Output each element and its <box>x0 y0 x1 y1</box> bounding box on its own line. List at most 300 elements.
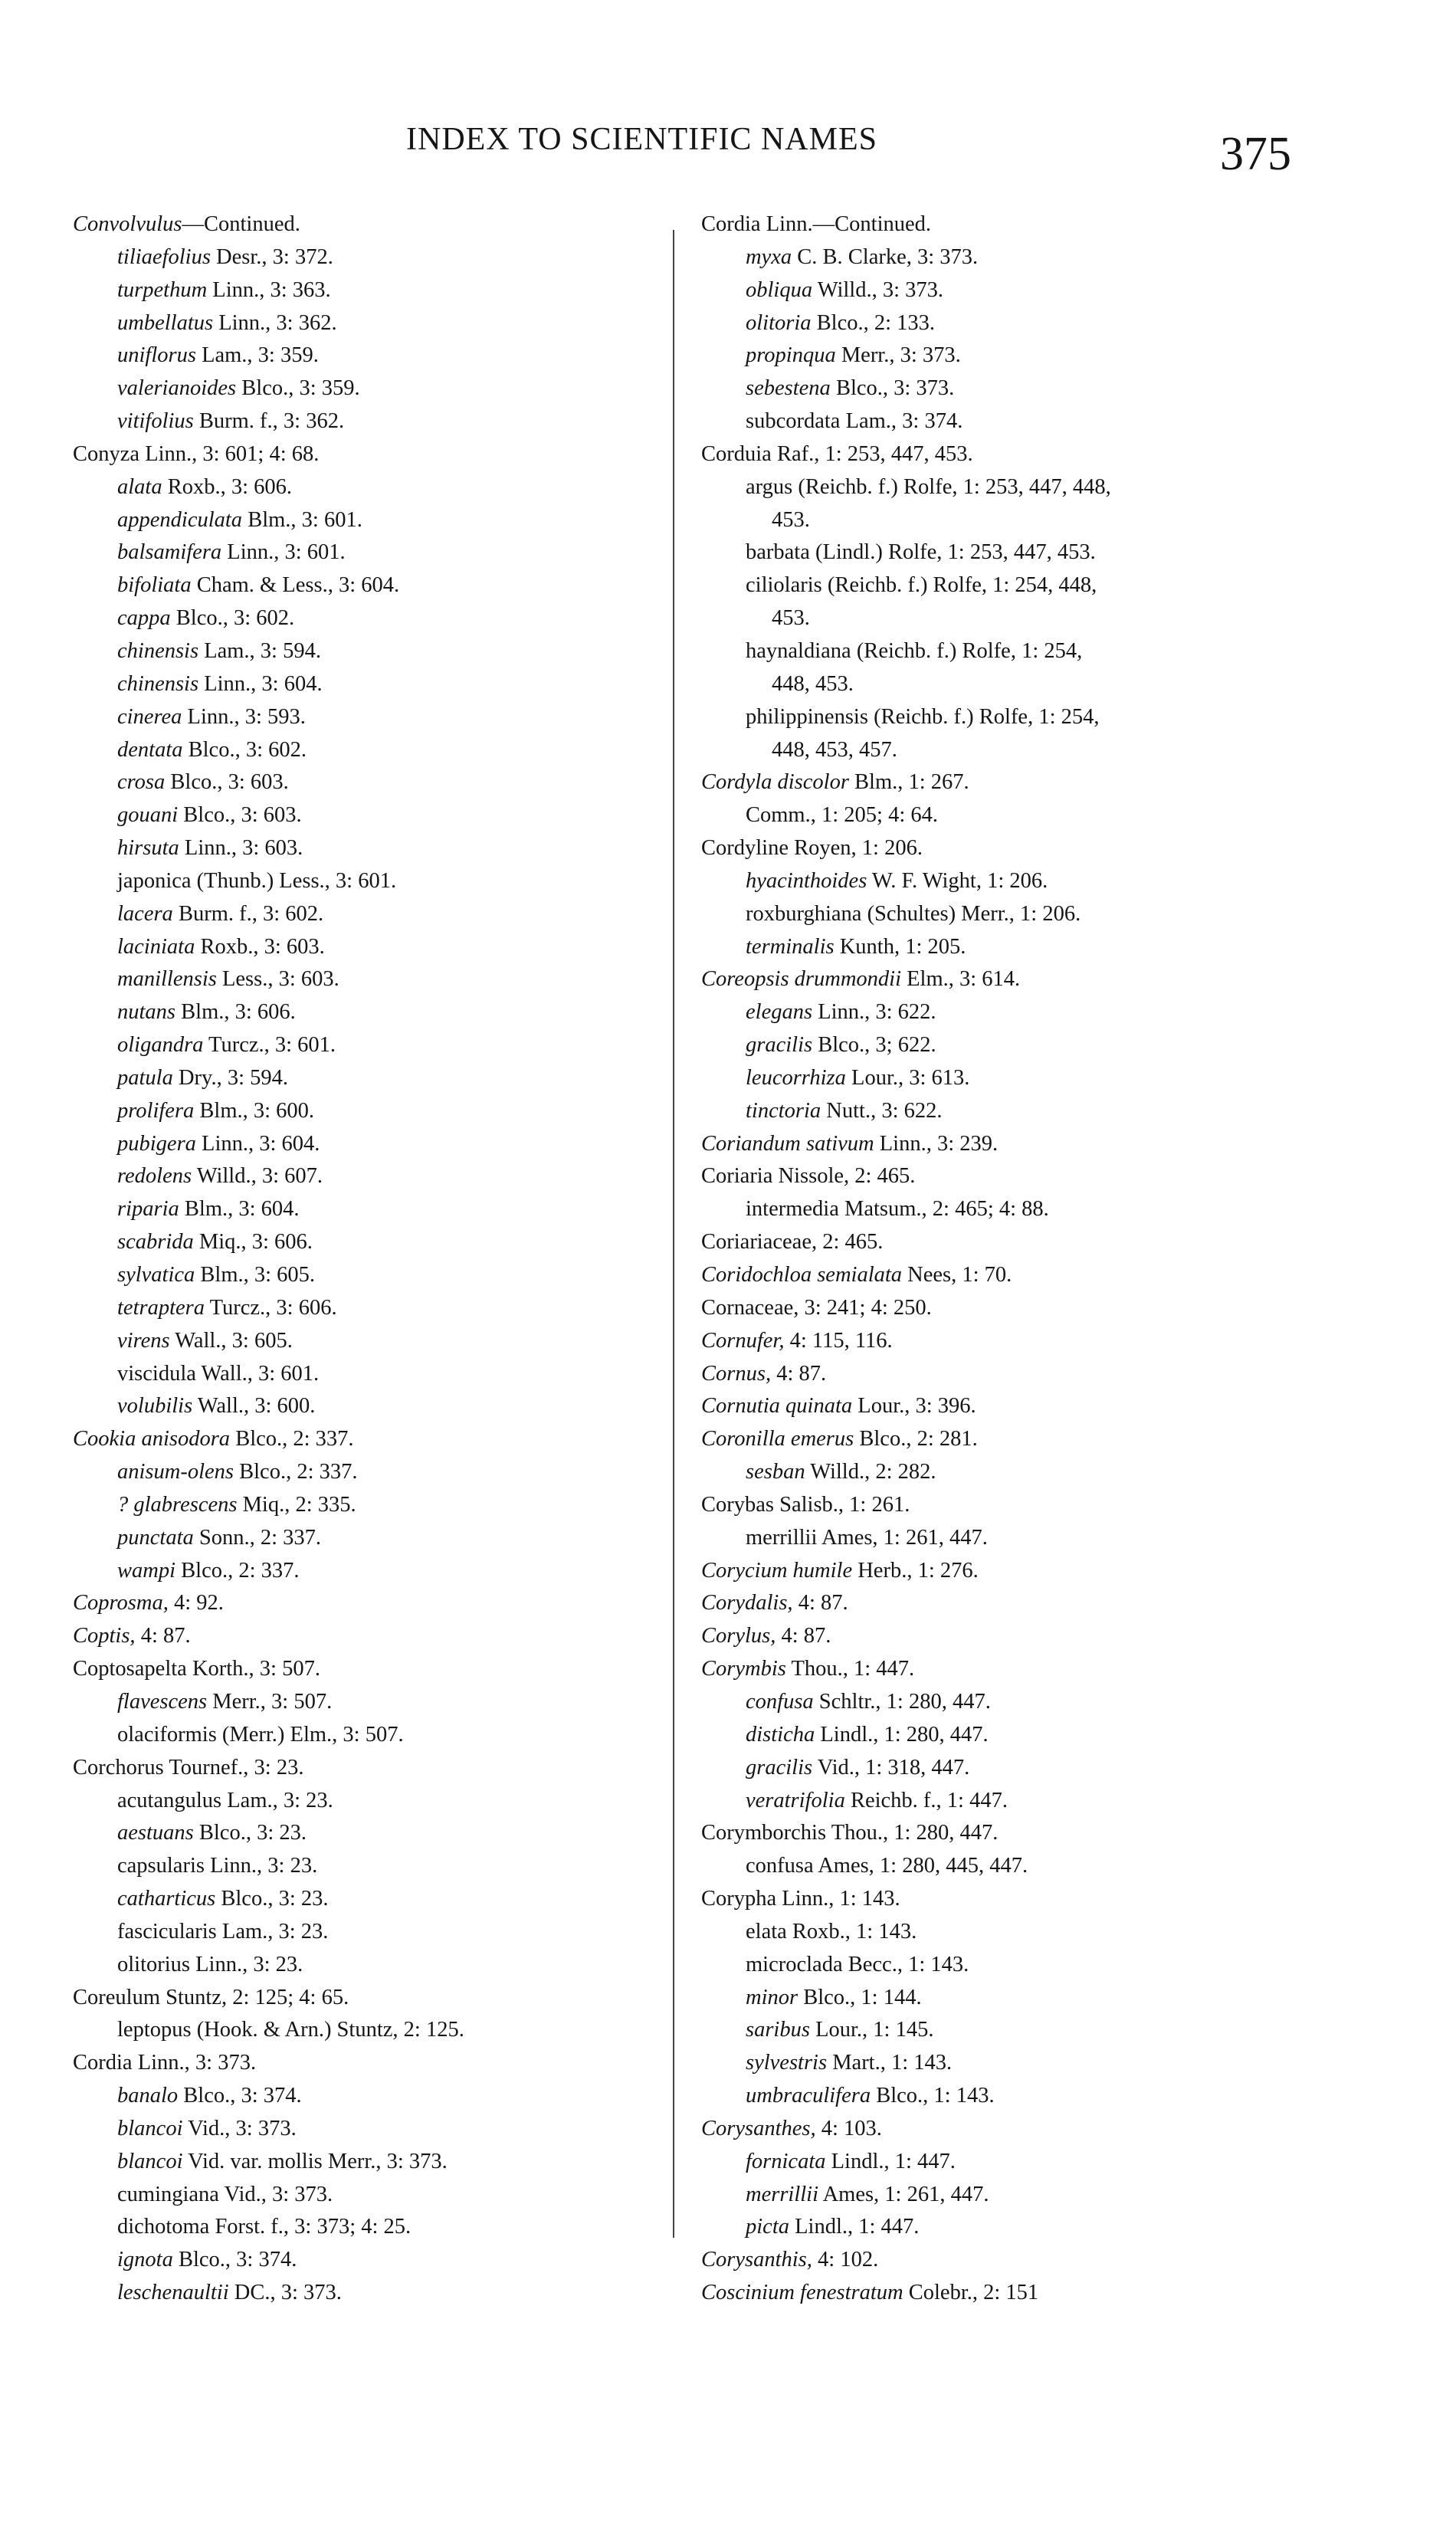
index-entry <box>73 1785 678 1818</box>
entry-reference: (Reichb. f.) Rolfe, 1: 254, <box>851 638 1083 663</box>
entry-reference: (Schultes) Merr., 1: 206. <box>861 901 1081 926</box>
entry-name: aestuans <box>117 1821 194 1845</box>
index-entry <box>73 1226 678 1259</box>
index-entry <box>701 1653 1391 1686</box>
entry-reference: Becc., 1: 143. <box>842 1952 969 1976</box>
index-entry <box>701 1555 1391 1588</box>
entry-name: tinctoria <box>746 1098 821 1123</box>
entry-name: subcordata <box>746 409 841 434</box>
index-entry <box>701 1686 1391 1719</box>
entry-reference: Blco., 3: 359. <box>236 376 360 401</box>
index-entry <box>73 1128 678 1161</box>
entry-reference: Merr., 3: 507. <box>207 1689 333 1714</box>
entry-reference: Linn., 3: 601. <box>221 540 346 565</box>
entry-name: Corymbis <box>701 1657 786 1681</box>
index-entry <box>73 1358 678 1391</box>
index-entry <box>701 832 1391 865</box>
entry-reference: Salisb., 1: 261. <box>774 1492 910 1517</box>
index-entry <box>73 2277 678 2310</box>
entry-reference: Wall., 3: 601. <box>195 1361 320 1386</box>
entry-reference: 453. <box>772 507 810 532</box>
index-entry <box>701 865 1391 898</box>
entry-name: punctata <box>117 1525 194 1550</box>
index-entry <box>701 1982 1391 2015</box>
index-entry <box>701 799 1391 832</box>
entry-reference: (Hook. & Arn.) Stuntz, 2: 125. <box>191 2018 464 2042</box>
index-entry <box>73 2080 678 2113</box>
entry-name: Cookia anisodora <box>73 1427 231 1451</box>
entry-name: ignota <box>117 2248 173 2272</box>
index-entry <box>73 1719 678 1752</box>
entry-reference: Lindl., 1: 447. <box>825 2149 956 2173</box>
index-entry <box>73 668 678 701</box>
entry-name: viscidula <box>117 1361 196 1386</box>
entry-name: volubilis <box>117 1394 193 1419</box>
entry-name: blancoi <box>117 2149 183 2173</box>
entry-reference: Burm. f., 3: 362. <box>193 409 345 434</box>
entry-name: Cordyla discolor <box>701 770 849 795</box>
entry-name: ciliolaris <box>746 573 822 598</box>
entry-name: laciniata <box>117 934 195 959</box>
entry-reference: Forst. f., 3: 373; 4: 25. <box>209 2215 412 2239</box>
index-entry <box>701 766 1391 799</box>
index-entry <box>73 1982 678 2015</box>
index-entry <box>73 1587 678 1620</box>
index-entry <box>701 931 1391 964</box>
entry-reference: Linn., 3: 373. <box>132 2051 257 2075</box>
entry-name: Corysanthis, <box>701 2248 812 2272</box>
entry-name: Conyza <box>73 441 140 466</box>
index-entry <box>701 1390 1391 1423</box>
entry-name: elegans <box>746 1000 813 1025</box>
entry-reference: Blco., 3: 373. <box>830 376 955 401</box>
entry-reference: Raf., 1: 253, 447, 453. <box>771 441 973 466</box>
entry-reference: Blco., 2: 281. <box>854 1427 978 1451</box>
index-entry <box>73 1160 678 1193</box>
entry-reference: Blco., 2: 337. <box>234 1460 358 1484</box>
entry-name: Corydalis, <box>701 1591 793 1615</box>
entry-reference: Ames, 1: 261, 447. <box>818 2182 989 2206</box>
index-entry <box>73 766 678 799</box>
entry-reference: Reichb. f., 1: 447. <box>844 1788 1008 1812</box>
index-entry <box>73 602 678 635</box>
entry-name: sebestena <box>746 376 831 401</box>
entry-reference: Blco., 2: 133. <box>811 310 936 335</box>
entry-name: Corycium humile <box>701 1558 853 1583</box>
entry-reference: Blm., 3: 606. <box>175 1000 296 1025</box>
index-entry <box>73 1752 678 1785</box>
index-entry <box>701 1785 1391 1818</box>
entry-name: saribus <box>746 2018 810 2042</box>
entry-name: Convolvulus <box>73 212 182 236</box>
entry-reference: 4: 87. <box>771 1361 827 1386</box>
entry-reference: (Reichb. f.) Rolfe, 1: 254, 448, <box>821 573 1097 598</box>
entry-name: riparia <box>117 1197 179 1222</box>
index-entry <box>701 2277 1391 2310</box>
entry-reference: Blco., 3: 374. <box>172 2248 297 2272</box>
index-entry <box>73 1620 678 1653</box>
entry-name: sylvatica <box>117 1263 195 1287</box>
entry-reference: Burm. f., 3: 602. <box>172 901 324 926</box>
entry-reference: Thou., 1: 447. <box>785 1657 915 1681</box>
entry-reference: Linn., 3: 622. <box>812 1000 936 1025</box>
entry-reference: Kunth, 1: 205. <box>834 934 966 959</box>
index-entry <box>701 1259 1391 1292</box>
index-entry <box>701 2080 1391 2113</box>
entry-reference: Vid., 3: 373. <box>182 2116 297 2140</box>
index-entry <box>73 832 678 865</box>
left-column <box>73 208 678 2310</box>
index-entry <box>701 1752 1391 1785</box>
entry-reference: Lam., 3: 23. <box>221 1788 333 1812</box>
index-entry <box>701 1850 1391 1883</box>
index-entry <box>701 1949 1391 1982</box>
entry-name: japonica <box>117 868 192 893</box>
entry-reference: Vid., 1: 318, 447. <box>812 1755 970 1779</box>
entry-reference: Blco., 1: 143. <box>871 2084 995 2108</box>
index-entry <box>73 1193 678 1226</box>
entry-reference: C. B. Clarke, 3: 373. <box>792 244 979 269</box>
index-entry <box>73 963 678 996</box>
entry-reference: Linn., 3: 603. <box>179 836 303 861</box>
entry-reference: Linn., 3: 363. <box>207 277 331 302</box>
entry-reference: Dry., 3: 594. <box>172 1065 288 1090</box>
entry-reference: Lam., 3: 359. <box>195 343 319 368</box>
entry-name: terminalis <box>746 934 835 959</box>
index-entry <box>701 1916 1391 1949</box>
entry-reference: 4: 87. <box>135 1624 191 1648</box>
entry-name: balsamifera <box>117 540 222 565</box>
entry-name: Cordyline <box>701 836 789 861</box>
entry-name: leptopus <box>117 2018 192 2042</box>
entry-name: tiliaefolius <box>117 244 211 269</box>
entry-name: Cornus, <box>701 1361 772 1386</box>
entry-reference: Linn., 3: 593. <box>182 704 306 729</box>
entry-name: fascicularis <box>117 1919 217 1943</box>
entry-name: gracilis <box>746 1033 813 1058</box>
entry-name: sesban <box>746 1460 805 1484</box>
entry-reference: Turcz., 3: 601. <box>203 1033 336 1058</box>
index-entry <box>73 2113 678 2146</box>
entry-name: merrillii <box>746 2182 819 2206</box>
entry-reference: Schltr., 1: 280, 447. <box>813 1689 991 1714</box>
entry-name: tetraptera <box>117 1295 205 1320</box>
column-divider <box>673 230 674 2238</box>
entry-reference: Linn.—Continued. <box>760 212 932 236</box>
entry-reference: Roxb., 3: 606. <box>162 474 293 499</box>
index-entry <box>701 602 1391 635</box>
entry-name: Coptis, <box>73 1624 136 1648</box>
index-entry <box>73 274 678 307</box>
entry-reference: Linn., 3: 604. <box>195 1131 320 1156</box>
index-entry <box>73 339 678 372</box>
entry-reference: Turcz., 3: 606. <box>205 1295 337 1320</box>
entry-reference: Lam., 3: 374. <box>840 409 963 434</box>
entry-name: disticha <box>746 1722 815 1747</box>
entry-name: crosa <box>117 770 166 795</box>
index-entry <box>73 1259 678 1292</box>
index-entry <box>701 1095 1391 1128</box>
entry-name: Corylus, <box>701 1624 776 1648</box>
index-entry <box>701 2146 1391 2179</box>
entry-reference: Elm., 3: 614. <box>901 967 1021 992</box>
entry-reference: Less., 3: 603. <box>216 967 339 992</box>
entry-name: cappa <box>117 606 171 631</box>
entry-reference: Matsum., 2: 465; 4: 88. <box>838 1197 1049 1222</box>
entry-reference: (Lindl.) Rolfe, 1: 253, 447, 453. <box>809 540 1096 565</box>
entry-reference: Nissole, 2: 465. <box>772 1164 916 1189</box>
entry-reference: Miq., 3: 606. <box>193 1230 313 1255</box>
entry-name: myxa <box>746 244 792 269</box>
entry-reference: 2: 465. <box>817 1230 884 1255</box>
entry-reference: Blco., 3; 622. <box>812 1033 936 1058</box>
entry-reference: Colebr., 2: 151 <box>903 2281 1039 2305</box>
index-entry <box>73 536 678 569</box>
entry-reference: Wall., 3: 600. <box>192 1394 316 1419</box>
index-entry <box>701 2047 1391 2080</box>
entry-reference: Merr., 3: 373. <box>835 343 961 368</box>
entry-name: gouani <box>117 803 179 828</box>
index-entry <box>73 2244 678 2277</box>
index-entry <box>701 1456 1391 1489</box>
entry-reference: Korth., 3: 507. <box>186 1657 320 1681</box>
index-entry <box>73 569 678 602</box>
entry-name: Corysanthes, <box>701 2116 816 2140</box>
entry-reference: Blco., 3: 603. <box>178 803 302 828</box>
entry-name: capsularis <box>117 1854 205 1878</box>
entry-reference: Linn., 3: 239. <box>874 1131 999 1156</box>
entry-name: Coreopsis drummondii <box>701 967 902 992</box>
index-entry <box>701 471 1391 504</box>
entry-name: cumingiana <box>117 2182 219 2206</box>
index-entry <box>73 1390 678 1423</box>
index-entry <box>701 1062 1391 1095</box>
entry-reference: 448, 453. <box>772 671 854 696</box>
entry-reference: 4: 92. <box>168 1591 224 1615</box>
entry-name: manillensis <box>117 967 217 992</box>
index-entry <box>73 208 678 241</box>
index-entry <box>701 438 1391 471</box>
index-entry <box>73 438 678 471</box>
entry-name: Corybas <box>701 1492 774 1517</box>
entry-reference: Linn., 3: 362. <box>213 310 337 335</box>
entry-reference: Thou., 1: 280, 447. <box>826 1821 999 1845</box>
entry-reference: Lour., 3: 396. <box>852 1394 976 1419</box>
index-entry <box>701 274 1391 307</box>
entry-name: olaciformis <box>117 1722 217 1747</box>
entry-name: ? glabrescens <box>117 1492 238 1517</box>
entry-reference: Blco., 3: 602. <box>182 737 307 762</box>
index-entry <box>701 1522 1391 1555</box>
entry-name: flavescens <box>117 1689 208 1714</box>
entry-reference: Linn., 3: 23. <box>204 1854 318 1878</box>
index-entry <box>701 1587 1391 1620</box>
entry-reference: 453. <box>772 606 810 631</box>
index-entry <box>73 1883 678 1916</box>
entry-name: olitorius <box>117 1952 191 1976</box>
index-entry <box>701 1883 1391 1916</box>
entry-name: confusa <box>746 1689 814 1714</box>
entry-name: leschenaultii <box>117 2281 229 2305</box>
index-entry <box>701 307 1391 340</box>
entry-reference: Willd., 2: 282. <box>805 1460 936 1484</box>
index-entry <box>73 1423 678 1456</box>
index-entry <box>701 963 1391 996</box>
index-entry <box>701 996 1391 1029</box>
entry-name: turpethum <box>117 277 208 302</box>
entry-name: argus <box>746 474 793 499</box>
entry-name: Corchorus <box>73 1755 164 1779</box>
entry-reference: DC., 3: 373. <box>228 2281 342 2305</box>
entry-reference: Linn., 3: 23. <box>190 1952 303 1976</box>
entry-reference: Royen, 1: 206. <box>789 836 923 861</box>
entry-reference: 448, 453, 457. <box>772 737 897 762</box>
index-entry <box>701 1358 1391 1391</box>
entry-reference: Roxb., 1: 143. <box>786 1919 917 1943</box>
entry-name: catharticus <box>117 1887 216 1911</box>
entry-reference: 4: 102. <box>812 2248 879 2272</box>
entry-name: dentata <box>117 737 183 762</box>
index-entry <box>701 504 1391 537</box>
index-entry <box>701 241 1391 274</box>
entry-reference: Cham. & Less., 3: 604. <box>191 573 400 598</box>
entry-name: blancoi <box>117 2116 183 2140</box>
page-number: 375 <box>1220 128 1291 180</box>
index-entry <box>73 2047 678 2080</box>
entry-name: hirsuta <box>117 836 179 861</box>
entry-reference: Blco., 3: 602. <box>170 606 295 631</box>
index-entry <box>701 635 1391 668</box>
index-entry <box>73 898 678 931</box>
entry-name: Corypha <box>701 1887 777 1911</box>
index-entry <box>701 405 1391 438</box>
entry-reference: Blm., 3: 604. <box>179 1197 300 1222</box>
entry-name: fornicata <box>746 2149 826 2173</box>
entry-reference: 4: 87. <box>792 1591 848 1615</box>
index-entry <box>701 1719 1391 1752</box>
index-entry <box>73 307 678 340</box>
entry-name: Coridochloa semialata <box>701 1263 903 1287</box>
entry-reference: Ames, 1: 261, 447. <box>817 1525 988 1550</box>
entry-reference: (Reichb. f.) Rolfe, 1: 253, 447, 448, <box>792 474 1111 499</box>
entry-name: Coscinium fenestratum <box>701 2281 903 2305</box>
entry-name: merrillii <box>746 1525 818 1550</box>
entry-name: leucorrhiza <box>746 1065 846 1090</box>
index-entry <box>73 1062 678 1095</box>
entry-reference: —Continued. <box>182 212 300 236</box>
index-entry <box>701 1029 1391 1062</box>
entry-name: Cordia <box>73 2051 133 2075</box>
entry-reference: Tournef., 3: 23. <box>163 1755 304 1779</box>
index-entry <box>73 241 678 274</box>
entry-name: umbellatus <box>117 310 214 335</box>
index-entry <box>701 569 1391 602</box>
entry-name: Coreulum <box>73 1985 160 2009</box>
entry-name: Coriariaceae, <box>701 1230 818 1255</box>
entry-name: appendiculata <box>117 507 243 532</box>
entry-reference: Desr., 3: 372. <box>210 244 333 269</box>
entry-reference: Ames, 1: 280, 445, 447. <box>813 1854 1028 1878</box>
entry-name: Cornaceae, <box>701 1295 799 1320</box>
index-entry <box>73 931 678 964</box>
index-entry <box>73 471 678 504</box>
entry-reference: Blco., 3: 603. <box>165 770 289 795</box>
entry-reference: Blco., 2: 337. <box>230 1427 354 1451</box>
entry-reference: (Merr.) Elm., 3: 507. <box>216 1722 404 1747</box>
entry-name: obliqua <box>746 277 813 302</box>
index-entry <box>73 996 678 1029</box>
entry-name: dichotoma <box>117 2215 210 2239</box>
entry-name: Cornufer, <box>701 1328 785 1353</box>
index-entry <box>73 405 678 438</box>
index-entry <box>73 1456 678 1489</box>
index-entry <box>73 372 678 405</box>
entry-name: patula <box>117 1065 173 1090</box>
entry-name: uniflorus <box>117 343 196 368</box>
index-entry <box>701 1423 1391 1456</box>
index-entry <box>73 504 678 537</box>
entry-reference: (Reichb. f.) Rolfe, 1: 254, <box>867 704 1100 729</box>
index-entry <box>701 1160 1391 1193</box>
entry-name: gracilis <box>746 1755 813 1779</box>
entry-name: Coptosapelta <box>73 1657 187 1681</box>
index-entry <box>73 2014 678 2047</box>
entry-reference: Mart., 1: 143. <box>827 2051 953 2075</box>
index-entry <box>701 1193 1391 1226</box>
entry-name: umbraculifera <box>746 2084 871 2108</box>
index-entry <box>73 1325 678 1358</box>
index-entry <box>73 1653 678 1686</box>
entry-reference: Lour., 3: 613. <box>845 1065 970 1090</box>
index-entry <box>701 2113 1391 2146</box>
entry-reference: Lour., 1: 145. <box>809 2018 934 2042</box>
entry-name: scabrida <box>117 1230 194 1255</box>
entry-name: Coprosma, <box>73 1591 169 1615</box>
index-entry <box>701 1292 1391 1325</box>
entry-reference: Blm., 3: 600. <box>194 1098 315 1123</box>
index-entry <box>73 865 678 898</box>
index-entry <box>73 1949 678 1982</box>
entry-name: nutans <box>117 1000 176 1025</box>
entry-name: lacera <box>117 901 173 926</box>
right-column <box>701 208 1391 2310</box>
index-entry <box>701 2211 1391 2244</box>
entry-name: Corduia <box>701 441 772 466</box>
entry-name: prolifera <box>117 1098 195 1123</box>
entry-reference: Blco., 3: 23. <box>193 1821 307 1845</box>
entry-name: vitifolius <box>117 409 194 434</box>
index-entry <box>73 1916 678 1949</box>
entry-reference: Nutt., 3: 622. <box>821 1098 943 1123</box>
entry-reference: Willd., 3: 607. <box>192 1164 323 1189</box>
entry-name: Coronilla emerus <box>701 1427 854 1451</box>
index-entry <box>701 734 1391 767</box>
entry-name: propinqua <box>746 343 836 368</box>
entry-reference: Blm., 3: 601. <box>242 507 362 532</box>
entry-name: pubigera <box>117 1131 196 1156</box>
entry-name: Coriaria <box>701 1164 773 1189</box>
entry-name: alata <box>117 474 162 499</box>
entry-reference: Linn., 1: 143. <box>776 1887 900 1911</box>
index-entry <box>701 701 1391 734</box>
entry-reference: Blm., 3: 605. <box>195 1263 316 1287</box>
index-entry <box>701 536 1391 569</box>
index-entry <box>73 1029 678 1062</box>
index-entry <box>73 1817 678 1850</box>
entry-name: intermedia <box>746 1197 839 1222</box>
entry-reference: Lindl., 1: 280, 447. <box>815 1722 989 1747</box>
entry-reference: W. F. Wight, 1: 206. <box>867 868 1048 893</box>
